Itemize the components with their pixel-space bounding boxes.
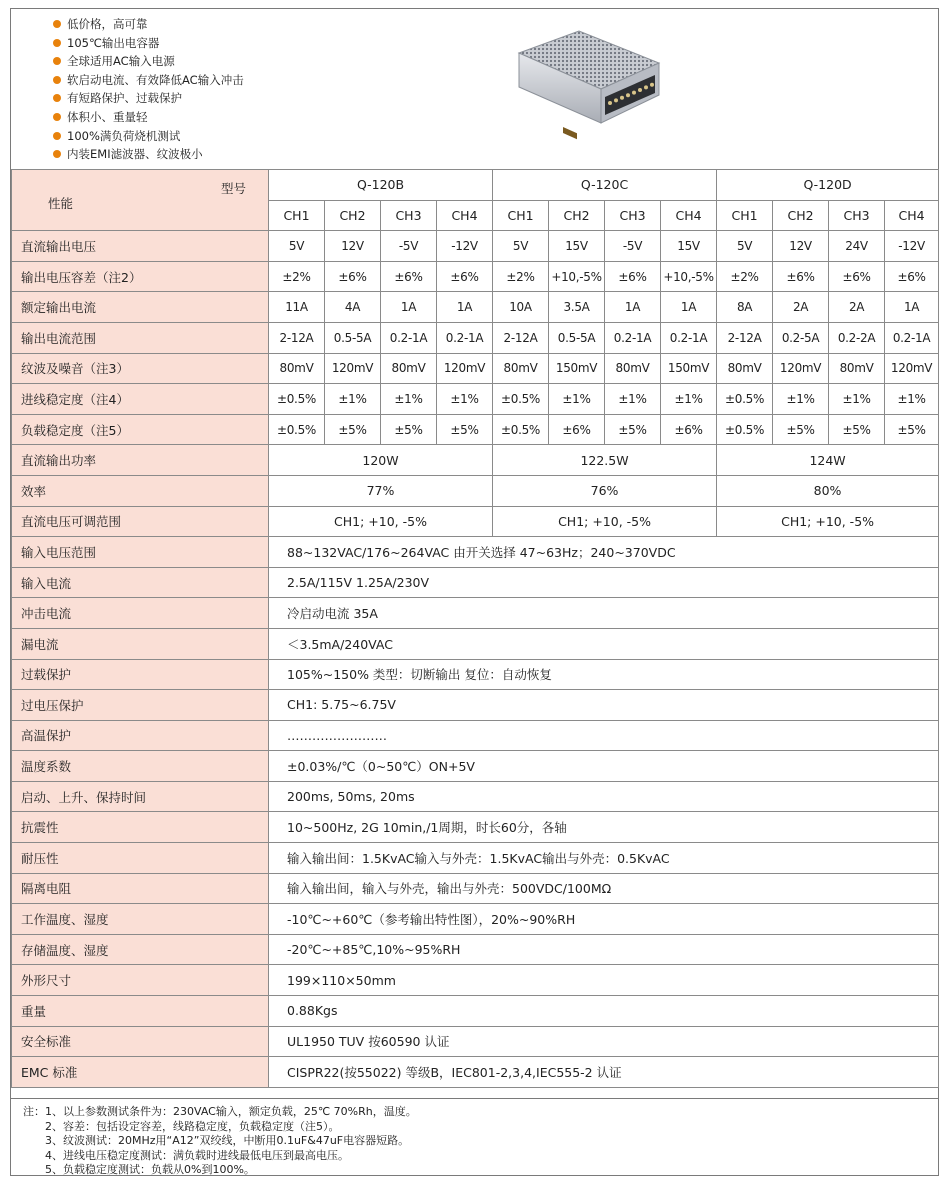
spec-value: ±5% bbox=[605, 414, 661, 445]
feature-item: 有短路保护、过载保护 bbox=[53, 89, 244, 108]
feature-item: 低价格，高可靠 bbox=[53, 15, 244, 34]
spec-value: 122.5W bbox=[493, 445, 717, 476]
spec-value: 88~132VAC/176~264VAC 由开关选择 47~63Hz；240~370VDC bbox=[269, 537, 939, 568]
spec-value: 24V bbox=[829, 231, 885, 262]
spec-value: 80mV bbox=[381, 353, 437, 384]
spec-label: 过载保护 bbox=[12, 659, 269, 690]
spec-value: -20℃~+85℃,10%~95%RH bbox=[269, 934, 939, 965]
model-name-cell: Q-120B bbox=[269, 170, 493, 201]
spec-value: 120mV bbox=[437, 353, 493, 384]
spec-label: 安全标准 bbox=[12, 1026, 269, 1057]
spec-value: ±1% bbox=[605, 384, 661, 415]
spec-value: 0.2-2A bbox=[829, 322, 885, 353]
spec-value: 80mV bbox=[493, 353, 549, 384]
spec-value: 10~500Hz, 2G 10min,/1周期，时长60分，各轴 bbox=[269, 812, 939, 843]
spec-row bbox=[12, 567, 939, 598]
spec-row bbox=[12, 873, 939, 904]
spec-value: ±1% bbox=[549, 384, 605, 415]
spec-row bbox=[12, 781, 939, 812]
spec-label: 漏电流 bbox=[12, 628, 269, 659]
spec-value: 77% bbox=[269, 475, 493, 506]
spec-row bbox=[12, 904, 939, 935]
note-line: 4、进线电压稳定度测试：满负载时进线最低电压到最高电压。 bbox=[45, 1148, 349, 1162]
spec-label: 直流输出电压 bbox=[12, 231, 269, 262]
spec-value: 120mV bbox=[773, 353, 829, 384]
spec-value: 0.2-1A bbox=[661, 322, 717, 353]
spec-row bbox=[12, 843, 939, 874]
spec-value: ±6% bbox=[325, 261, 381, 292]
spec-label: 效率 bbox=[12, 475, 269, 506]
spec-value: ±0.5% bbox=[717, 384, 773, 415]
channel-header-cell: CH1 bbox=[717, 200, 773, 231]
spec-value: ±6% bbox=[437, 261, 493, 292]
spec-value: 1A bbox=[605, 292, 661, 323]
spec-value: ±0.5% bbox=[269, 384, 325, 415]
feature-list bbox=[53, 15, 244, 164]
spec-row bbox=[12, 231, 939, 262]
note-line: 2、容差：包括设定容差，线路稳定度，负载稳定度（注5）。 bbox=[45, 1119, 340, 1133]
spec-row bbox=[12, 598, 939, 629]
spec-value: ±5% bbox=[325, 414, 381, 445]
spec-value: ±1% bbox=[381, 384, 437, 415]
spec-value: 80mV bbox=[605, 353, 661, 384]
spec-label: 输入电流 bbox=[12, 567, 269, 598]
spec-label: 输出电压容差（注2） bbox=[12, 261, 269, 292]
spec-value: 0.2-1A bbox=[381, 322, 437, 353]
spec-value: -5V bbox=[381, 231, 437, 262]
spec-value: ±6% bbox=[605, 261, 661, 292]
spec-value: -12V bbox=[437, 231, 493, 262]
spec-value: +10,-5% bbox=[549, 261, 605, 292]
spec-value: ±1% bbox=[661, 384, 717, 415]
spec-value: 1A bbox=[381, 292, 437, 323]
spec-value: ±1% bbox=[437, 384, 493, 415]
spec-value: ±0.5% bbox=[493, 384, 549, 415]
spec-table bbox=[11, 169, 939, 1088]
spec-value: 120W bbox=[269, 445, 493, 476]
spec-value: 80mV bbox=[829, 353, 885, 384]
spec-row bbox=[12, 628, 939, 659]
note-line: 注：1、以上参数测试条件为：230VAC输入，额定负载，25℃ 70%Rh，温度。 bbox=[23, 1105, 417, 1118]
spec-value: 1A bbox=[661, 292, 717, 323]
note-line: 5、负载稳定度测试：负载从0%到100%。 bbox=[45, 1163, 255, 1177]
channel-header-cell: CH4 bbox=[661, 200, 717, 231]
spec-value: ±1% bbox=[829, 384, 885, 415]
spec-value: ±0.5% bbox=[493, 414, 549, 445]
spec-value: ±2% bbox=[269, 261, 325, 292]
spec-row bbox=[12, 812, 939, 843]
spec-value: -10℃~+60℃（参考输出特性图），20%~90%RH bbox=[269, 904, 939, 935]
spec-value: -5V bbox=[605, 231, 661, 262]
spec-label: 耐压性 bbox=[12, 843, 269, 874]
spec-value: ±1% bbox=[885, 384, 939, 415]
spec-value: ±0.5% bbox=[717, 414, 773, 445]
spec-value: 0.5-5A bbox=[325, 322, 381, 353]
spec-value: 124W bbox=[717, 445, 939, 476]
model-name-cell: Q-120D bbox=[717, 170, 939, 201]
spec-value: 12V bbox=[773, 231, 829, 262]
spec-value: 120mV bbox=[885, 353, 939, 384]
spec-value: 3.5A bbox=[549, 292, 605, 323]
feature-item: 全球适用AC输入电源 bbox=[53, 52, 244, 71]
spec-value: CH1; +10, -5% bbox=[493, 506, 717, 537]
spec-label: 工作温度、湿度 bbox=[12, 904, 269, 935]
spec-value: 120mV bbox=[325, 353, 381, 384]
spec-label: 负载稳定度（注5） bbox=[12, 414, 269, 445]
feature-item: 100%满负荷烧机测试 bbox=[53, 127, 244, 146]
spec-value: 15V bbox=[549, 231, 605, 262]
spec-value: CH1; +10, -5% bbox=[269, 506, 493, 537]
spec-value: ±6% bbox=[829, 261, 885, 292]
spec-value: CH1: 5.75~6.75V bbox=[269, 690, 939, 721]
spec-value: 冷启动电流 35A bbox=[269, 598, 939, 629]
spec-label: 直流输出功率 bbox=[12, 445, 269, 476]
spec-label: 进线稳定度（注4） bbox=[12, 384, 269, 415]
feature-item: 软启动电流、有效降低AC输入冲击 bbox=[53, 71, 244, 90]
spec-row bbox=[12, 751, 939, 782]
spec-label: 输出电流范围 bbox=[12, 322, 269, 353]
spec-row bbox=[12, 475, 939, 506]
spec-value: ±6% bbox=[773, 261, 829, 292]
spec-row bbox=[12, 659, 939, 690]
spec-value: ±2% bbox=[493, 261, 549, 292]
spec-label: 纹波及噪音（注3） bbox=[12, 353, 269, 384]
spec-value: 76% bbox=[493, 475, 717, 506]
channel-header-cell: CH4 bbox=[885, 200, 939, 231]
spec-value: 199×110×50mm bbox=[269, 965, 939, 996]
spec-row bbox=[12, 1057, 939, 1088]
channel-header-cell: CH2 bbox=[325, 200, 381, 231]
spec-value: ±0.5% bbox=[269, 414, 325, 445]
performance-caption: 性能 bbox=[48, 196, 74, 211]
spec-value: 80mV bbox=[269, 353, 325, 384]
spec-value: 5V bbox=[269, 231, 325, 262]
spec-value: ±2% bbox=[717, 261, 773, 292]
spec-value: ±5% bbox=[885, 414, 939, 445]
spec-value: 11A bbox=[269, 292, 325, 323]
spec-label: 输入电压范围 bbox=[12, 537, 269, 568]
feature-section bbox=[11, 9, 938, 170]
feature-item: 105℃输出电容器 bbox=[53, 34, 244, 53]
spec-label: 抗震性 bbox=[12, 812, 269, 843]
spec-value: ±1% bbox=[773, 384, 829, 415]
spec-label: EMC 标准 bbox=[12, 1057, 269, 1088]
spec-value: ±6% bbox=[661, 414, 717, 445]
spec-row bbox=[12, 445, 939, 476]
model-caption: 型号 bbox=[220, 181, 246, 196]
spec-value: 80% bbox=[717, 475, 939, 506]
spec-value: 2A bbox=[773, 292, 829, 323]
model-header-row bbox=[12, 170, 939, 201]
spec-value: 150mV bbox=[661, 353, 717, 384]
spec-value: 2-12A bbox=[493, 322, 549, 353]
spec-value: 2-12A bbox=[269, 322, 325, 353]
spec-value: 80mV bbox=[717, 353, 773, 384]
channel-header-cell: CH3 bbox=[381, 200, 437, 231]
spec-value: ±5% bbox=[437, 414, 493, 445]
spec-value: ±6% bbox=[381, 261, 437, 292]
spec-value: 0.2-5A bbox=[773, 322, 829, 353]
spec-label: 额定输出电流 bbox=[12, 292, 269, 323]
spec-label: 冲击电流 bbox=[12, 598, 269, 629]
spec-label: 高温保护 bbox=[12, 720, 269, 751]
spec-row bbox=[12, 1026, 939, 1057]
spec-value: CH1; +10, -5% bbox=[717, 506, 939, 537]
spec-row bbox=[12, 414, 939, 445]
spec-value: ±5% bbox=[381, 414, 437, 445]
spec-value: ±1% bbox=[325, 384, 381, 415]
spec-value: 0.2-1A bbox=[437, 322, 493, 353]
spec-value: 4A bbox=[325, 292, 381, 323]
channel-header-cell: CH3 bbox=[605, 200, 661, 231]
spec-value: …………………… bbox=[269, 720, 939, 751]
spec-value: 10A bbox=[493, 292, 549, 323]
spec-value: 0.5-5A bbox=[549, 322, 605, 353]
channel-header-cell: CH1 bbox=[269, 200, 325, 231]
spec-sheet bbox=[10, 8, 939, 1176]
spec-value: 15V bbox=[661, 231, 717, 262]
spec-row bbox=[12, 934, 939, 965]
spec-row bbox=[12, 996, 939, 1027]
spec-value: UL1950 TUV 按60590 认证 bbox=[269, 1026, 939, 1057]
spec-value: 12V bbox=[325, 231, 381, 262]
spec-value: 2A bbox=[829, 292, 885, 323]
spec-value: ±6% bbox=[549, 414, 605, 445]
spec-label: 外形尺寸 bbox=[12, 965, 269, 996]
spec-value: 8A bbox=[717, 292, 773, 323]
spec-value: 0.88Kgs bbox=[269, 996, 939, 1027]
spec-value: 2.5A/115V 1.25A/230V bbox=[269, 567, 939, 598]
spec-value: 5V bbox=[717, 231, 773, 262]
feature-item: 体积小、重量轻 bbox=[53, 108, 244, 127]
feature-item: 内装EMI滤波器、纹波极小 bbox=[53, 145, 244, 164]
notes-section bbox=[11, 1098, 938, 1176]
spec-value: ±5% bbox=[829, 414, 885, 445]
spec-value: 输入输出间，输入与外壳，输出与外壳：500VDC/100MΩ bbox=[269, 873, 939, 904]
spec-label: 过电压保护 bbox=[12, 690, 269, 721]
spec-label: 重量 bbox=[12, 996, 269, 1027]
spec-value: 2-12A bbox=[717, 322, 773, 353]
spec-row bbox=[12, 720, 939, 751]
spec-label: 隔离电阻 bbox=[12, 873, 269, 904]
spec-value: 150mV bbox=[549, 353, 605, 384]
spec-row bbox=[12, 384, 939, 415]
spec-value: 200ms, 50ms, 20ms bbox=[269, 781, 939, 812]
spec-label: 启动、上升、保持时间 bbox=[12, 781, 269, 812]
spec-value: +10,-5% bbox=[661, 261, 717, 292]
spec-value: 105%~150% 类型：切断输出 复位：自动恢复 bbox=[269, 659, 939, 690]
spec-value: 5V bbox=[493, 231, 549, 262]
spec-row bbox=[12, 261, 939, 292]
channel-header-cell: CH3 bbox=[829, 200, 885, 231]
channel-header-cell: CH4 bbox=[437, 200, 493, 231]
spec-value: ±0.03%/℃（0~50℃）ON+5V bbox=[269, 751, 939, 782]
spec-value: -12V bbox=[885, 231, 939, 262]
spec-value: 1A bbox=[885, 292, 939, 323]
spec-label: 直流电压可调范围 bbox=[12, 506, 269, 537]
spec-label: 存储温度、湿度 bbox=[12, 934, 269, 965]
power-supply-product-image bbox=[509, 23, 669, 143]
corner-header-cell bbox=[12, 170, 269, 231]
spec-row bbox=[12, 965, 939, 996]
spec-row bbox=[12, 353, 939, 384]
spec-value: ±6% bbox=[885, 261, 939, 292]
model-name-cell: Q-120C bbox=[493, 170, 717, 201]
spec-row bbox=[12, 506, 939, 537]
spec-value: ＜3.5mA/240VAC bbox=[269, 628, 939, 659]
channel-header-cell: CH1 bbox=[493, 200, 549, 231]
spec-value: 0.2-1A bbox=[885, 322, 939, 353]
spec-value: 1A bbox=[437, 292, 493, 323]
spec-value: 0.2-1A bbox=[605, 322, 661, 353]
note-line: 3、纹波测试：20MHz用“A12”双绞线，中断用0.1uF&47uF电容器短路。 bbox=[45, 1134, 410, 1148]
channel-header-cell: CH2 bbox=[549, 200, 605, 231]
spec-row bbox=[12, 322, 939, 353]
spec-row bbox=[12, 690, 939, 721]
channel-header-cell: CH2 bbox=[773, 200, 829, 231]
spec-value: ±5% bbox=[773, 414, 829, 445]
spec-row bbox=[12, 537, 939, 568]
spec-row bbox=[12, 292, 939, 323]
spec-value: 输入输出间：1.5KvAC输入与外壳：1.5KvAC输出与外壳：0.5KvAC bbox=[269, 843, 939, 874]
spec-value: CISPR22(按55022) 等级B，IEC801-2,3,4,IEC555-2 认证 bbox=[269, 1057, 939, 1088]
spec-label: 温度系数 bbox=[12, 751, 269, 782]
